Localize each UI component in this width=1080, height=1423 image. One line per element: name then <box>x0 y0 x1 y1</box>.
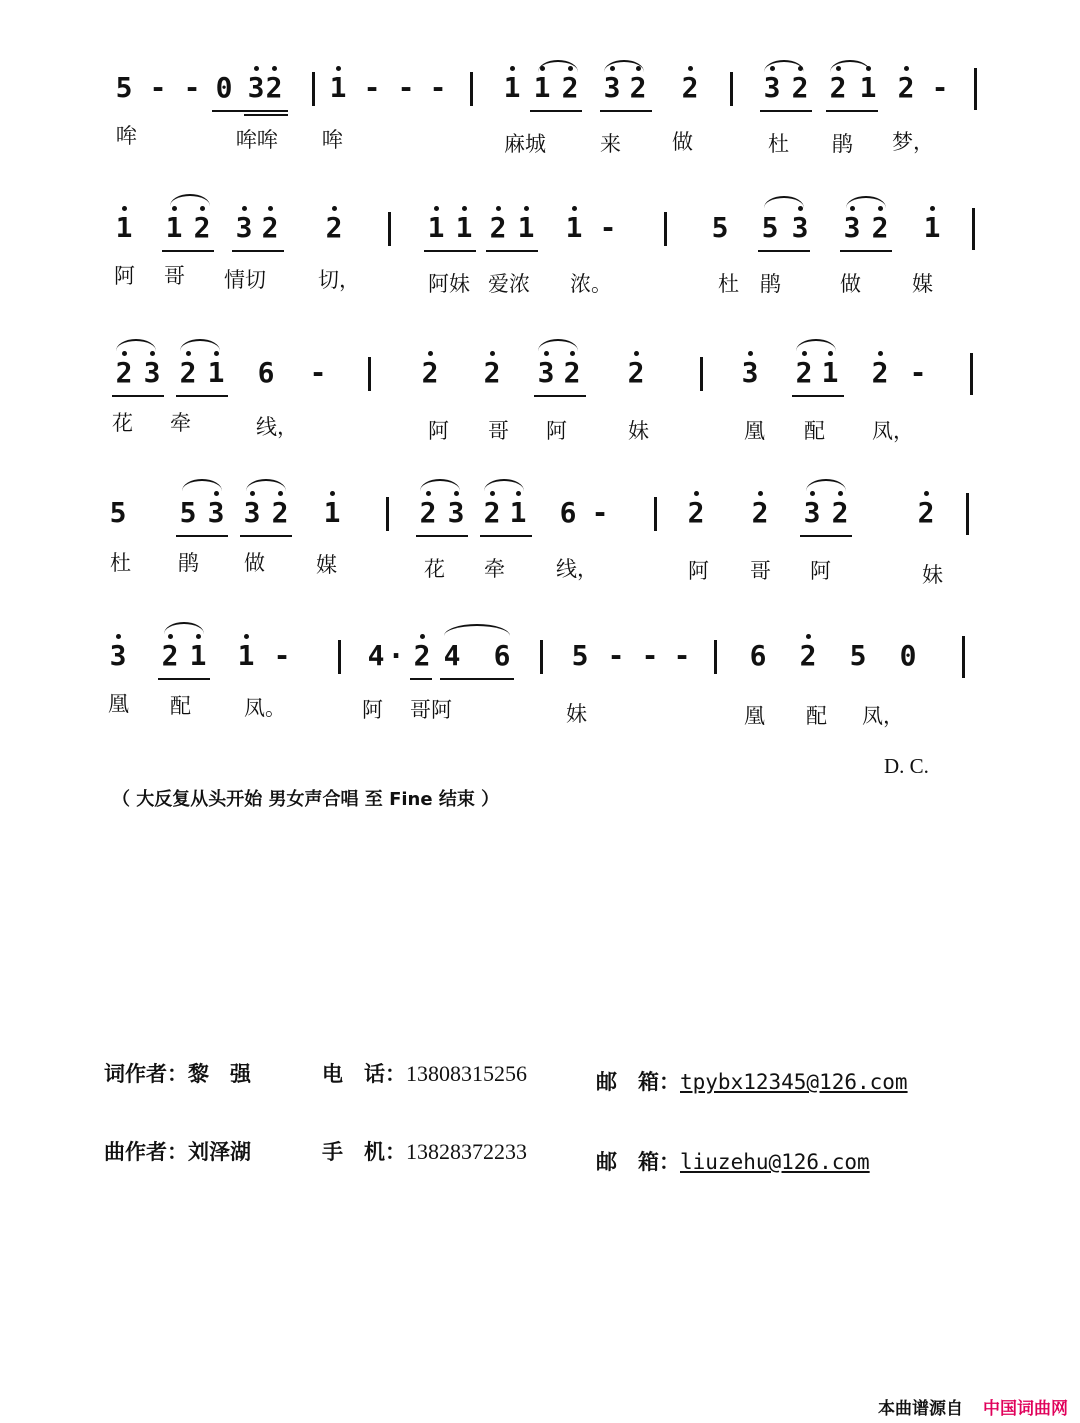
lyricist-label: 词作者： <box>104 1062 188 1086</box>
beat-underline <box>760 110 812 112</box>
lyric: 切， <box>318 268 360 292</box>
beat-underline <box>480 535 532 537</box>
lyric: 哥阿 <box>410 698 452 722</box>
lyric: 杜 <box>110 551 131 575</box>
note: 6 <box>749 639 767 672</box>
lyric: 鹃 <box>760 272 781 296</box>
mobile-label: 手 机： <box>322 1140 406 1164</box>
note: 2 <box>678 68 702 108</box>
note: 4 <box>443 639 461 672</box>
note: 2 <box>792 353 816 393</box>
note: 1 <box>506 493 530 533</box>
note: 2 <box>158 636 182 676</box>
slur <box>170 194 210 206</box>
lyric: 阿 <box>114 264 135 288</box>
composer-credit <box>104 1136 251 1166</box>
lyric: 凰 <box>744 704 765 728</box>
barline <box>386 497 389 531</box>
email2-credit <box>596 1146 870 1176</box>
lyric: 媒 <box>912 272 933 296</box>
slur <box>846 196 886 208</box>
note: 1 <box>320 493 344 533</box>
barline <box>700 357 703 391</box>
note: 3 <box>788 208 812 248</box>
note: - <box>909 356 927 389</box>
barline <box>368 357 371 391</box>
note: 5 <box>179 496 197 529</box>
note: 2 <box>268 493 292 533</box>
email1-label: 邮 箱： <box>596 1070 680 1094</box>
lyric: 阿 <box>362 698 383 722</box>
lyric: 凤， <box>872 419 914 443</box>
note: 5 <box>711 211 729 244</box>
note: 5 <box>761 211 779 244</box>
note: - <box>591 496 609 529</box>
beat-underline <box>486 250 538 252</box>
score-line-2 <box>0 200 1080 310</box>
lyric: 牵 <box>170 411 191 435</box>
barline <box>714 640 717 674</box>
note: 3 <box>244 68 268 108</box>
note: 1 <box>856 68 880 108</box>
note: 3 <box>140 353 164 393</box>
beat-underline <box>600 110 652 112</box>
barline <box>730 72 733 106</box>
note: - <box>309 356 327 389</box>
slur <box>764 60 804 72</box>
barline <box>312 72 315 106</box>
note: 2 <box>868 208 892 248</box>
slur <box>420 479 460 491</box>
barline <box>974 68 977 110</box>
lyric: 配 <box>804 419 825 443</box>
note: 1 <box>562 208 586 248</box>
lyric: 哞 <box>322 128 343 152</box>
mobile-credit <box>322 1136 527 1166</box>
note: 6 <box>257 356 275 389</box>
lyric: 浓。 <box>570 272 612 296</box>
note: 2 <box>416 493 440 533</box>
barline <box>972 208 975 250</box>
lyric: 杜 <box>718 272 739 296</box>
note: 3 <box>444 493 468 533</box>
beat-underline <box>232 250 284 252</box>
note: 1 <box>452 208 476 248</box>
score-line-4 <box>0 485 1080 595</box>
slur <box>796 339 836 351</box>
lyric: 爱浓 <box>488 272 530 296</box>
lyric: 凰 <box>108 692 129 716</box>
barline <box>664 212 667 246</box>
lyric: 哥 <box>750 559 771 583</box>
note: 3 <box>534 353 558 393</box>
beat-underline <box>416 535 468 537</box>
score-line-5 <box>0 628 1080 738</box>
beat-underline <box>440 678 514 680</box>
email2-label: 邮 箱： <box>596 1150 680 1174</box>
email1-credit <box>596 1066 908 1096</box>
lyric: 阿 <box>546 419 567 443</box>
note: 1 <box>204 353 228 393</box>
beat-underline <box>534 395 586 397</box>
lyric: 来 <box>600 132 621 156</box>
beat-underline <box>112 395 164 397</box>
note: - <box>183 71 201 104</box>
phone-credit <box>322 1058 527 1088</box>
site-link[interactable]: 中国词曲网 <box>983 1399 1068 1419</box>
source-footer <box>878 1394 1068 1419</box>
lyric: 阿 <box>810 559 831 583</box>
note: 2 <box>894 68 918 108</box>
note: 2 <box>176 353 200 393</box>
email2-link[interactable]: liuzehu@126.com <box>680 1150 870 1174</box>
barline <box>540 640 543 674</box>
lyric: 配 <box>170 694 191 718</box>
note: 3 <box>232 208 256 248</box>
lyric: 线， <box>256 415 298 439</box>
beat-underline <box>792 395 844 397</box>
note: 2 <box>480 493 504 533</box>
beat-underline <box>176 395 228 397</box>
note: 3 <box>204 493 228 533</box>
slur <box>246 479 286 491</box>
lyric: 哥 <box>488 419 509 443</box>
beat-underline <box>826 110 878 112</box>
composer-label: 曲作者： <box>104 1140 188 1164</box>
dc-mark: D. C. <box>884 754 929 778</box>
note: 5 <box>849 639 867 672</box>
slur <box>806 479 846 491</box>
note: 2 <box>624 353 648 393</box>
repeat-note: （ 大反复从头开始 男女声合唱 至 Fine 结束 ） <box>112 789 500 810</box>
note: 1 <box>162 208 186 248</box>
note: 2 <box>560 353 584 393</box>
lyric: 阿 <box>688 559 709 583</box>
mobile-value: 13828372233 <box>406 1139 527 1164</box>
note: 1 <box>186 636 210 676</box>
source-label: 本曲谱源自 <box>878 1399 963 1419</box>
lyric: 情切 <box>224 268 266 292</box>
note: 1 <box>530 68 554 108</box>
note: 3 <box>840 208 864 248</box>
note: 2 <box>558 68 582 108</box>
phone-value: 13808315256 <box>406 1061 527 1086</box>
lyric: 哞哞 <box>236 128 278 152</box>
lyric: 杜 <box>768 132 789 156</box>
lyric: 凤， <box>862 704 904 728</box>
slur <box>180 339 220 351</box>
lyric: 做 <box>840 272 861 296</box>
lyric: 梦， <box>892 130 934 154</box>
lyric: 妹 <box>566 702 587 726</box>
note: 2 <box>796 636 820 676</box>
note: 1 <box>514 208 538 248</box>
lyric: 鹃 <box>178 551 199 575</box>
lyric: 妹 <box>922 563 943 587</box>
lyric: 哥 <box>164 264 185 288</box>
lyric: 妹 <box>628 419 649 443</box>
note: 2 <box>828 493 852 533</box>
beat-underline <box>840 250 892 252</box>
composer-name: 刘泽湖 <box>188 1140 251 1164</box>
slur <box>538 60 578 72</box>
note: 1 <box>424 208 448 248</box>
note: 3 <box>106 636 130 676</box>
note: 0 <box>215 71 233 104</box>
note: 1 <box>920 208 944 248</box>
lyric: 哞 <box>116 124 137 148</box>
note: - <box>673 639 691 672</box>
beat-underline <box>424 250 476 252</box>
note: - <box>599 211 617 244</box>
note: 2 <box>788 68 812 108</box>
phone-label: 电 话： <box>322 1062 406 1086</box>
note: 2 <box>480 353 504 393</box>
note: - <box>273 639 291 672</box>
lyricist-name: 黎 强 <box>188 1062 251 1086</box>
note: 6 <box>493 639 511 672</box>
note: 2 <box>914 493 938 533</box>
barline <box>470 72 473 106</box>
beat-underline <box>758 250 810 252</box>
note: 1 <box>112 208 136 248</box>
email1-link[interactable]: tpybx12345@126.com <box>680 1070 908 1094</box>
note: - <box>363 71 381 104</box>
lyricist-credit <box>104 1058 251 1088</box>
barline <box>966 493 969 535</box>
beat-underline <box>176 535 228 537</box>
note: 1 <box>500 68 524 108</box>
beat-underline <box>162 250 214 252</box>
note: - <box>149 71 167 104</box>
lyric: 鹃 <box>832 132 853 156</box>
score-line-3 <box>0 345 1080 455</box>
note: 3 <box>240 493 264 533</box>
note: - <box>641 639 659 672</box>
note: 3 <box>760 68 784 108</box>
note: - <box>397 71 415 104</box>
slur <box>182 479 222 491</box>
note: 1 <box>326 68 350 108</box>
note: 2 <box>258 208 282 248</box>
slur <box>830 60 870 72</box>
note: · <box>387 639 405 672</box>
lyric: 线， <box>556 557 598 581</box>
beat-underline <box>530 110 582 112</box>
note: 3 <box>800 493 824 533</box>
barline <box>338 640 341 674</box>
note: 4 <box>367 639 385 672</box>
note: 5 <box>571 639 589 672</box>
note: - <box>429 71 447 104</box>
lyric: 牵 <box>484 557 505 581</box>
lyric: 花 <box>424 557 445 581</box>
note: - <box>931 71 949 104</box>
note: 2 <box>868 353 892 393</box>
slur <box>604 60 644 72</box>
slur <box>444 624 510 636</box>
lyric: 凤。 <box>244 696 286 720</box>
lyric: 配 <box>806 704 827 728</box>
beat-underline <box>800 535 852 537</box>
lyric: 阿 <box>428 419 449 443</box>
note: 0 <box>899 639 917 672</box>
note: 2 <box>410 636 434 676</box>
beat-underline <box>212 110 288 112</box>
lyric: 花 <box>112 411 133 435</box>
barline <box>654 497 657 531</box>
note: 2 <box>748 493 772 533</box>
lyric: 凰 <box>744 419 765 443</box>
slur <box>484 479 524 491</box>
lyric: 做 <box>244 551 265 575</box>
slur <box>116 339 156 351</box>
note: 5 <box>115 71 133 104</box>
slur <box>538 339 578 351</box>
lyric: 做 <box>672 130 693 154</box>
note: 2 <box>826 68 850 108</box>
beat-underline <box>244 114 288 116</box>
note: 3 <box>738 353 762 393</box>
note: 2 <box>418 353 442 393</box>
score-line-1 <box>0 60 1080 170</box>
slur <box>764 196 804 208</box>
note: 2 <box>684 493 708 533</box>
note: 1 <box>818 353 842 393</box>
barline <box>388 212 391 246</box>
beat-underline <box>410 678 432 680</box>
note: 2 <box>322 208 346 248</box>
note: - <box>607 639 625 672</box>
note: 6 <box>559 496 577 529</box>
note: 2 <box>626 68 650 108</box>
note: 5 <box>109 496 127 529</box>
lyric: 麻城 <box>504 132 546 156</box>
barline <box>970 353 973 395</box>
beat-underline <box>158 678 210 680</box>
note: 2 <box>262 68 286 108</box>
beat-underline <box>240 535 292 537</box>
note: 2 <box>190 208 214 248</box>
note: 2 <box>112 353 136 393</box>
barline <box>962 636 965 678</box>
note: 2 <box>486 208 510 248</box>
lyric: 媒 <box>316 553 337 577</box>
note: 3 <box>600 68 624 108</box>
note: 1 <box>234 636 258 676</box>
lyric: 阿妹 <box>428 272 470 296</box>
slur <box>164 622 204 634</box>
